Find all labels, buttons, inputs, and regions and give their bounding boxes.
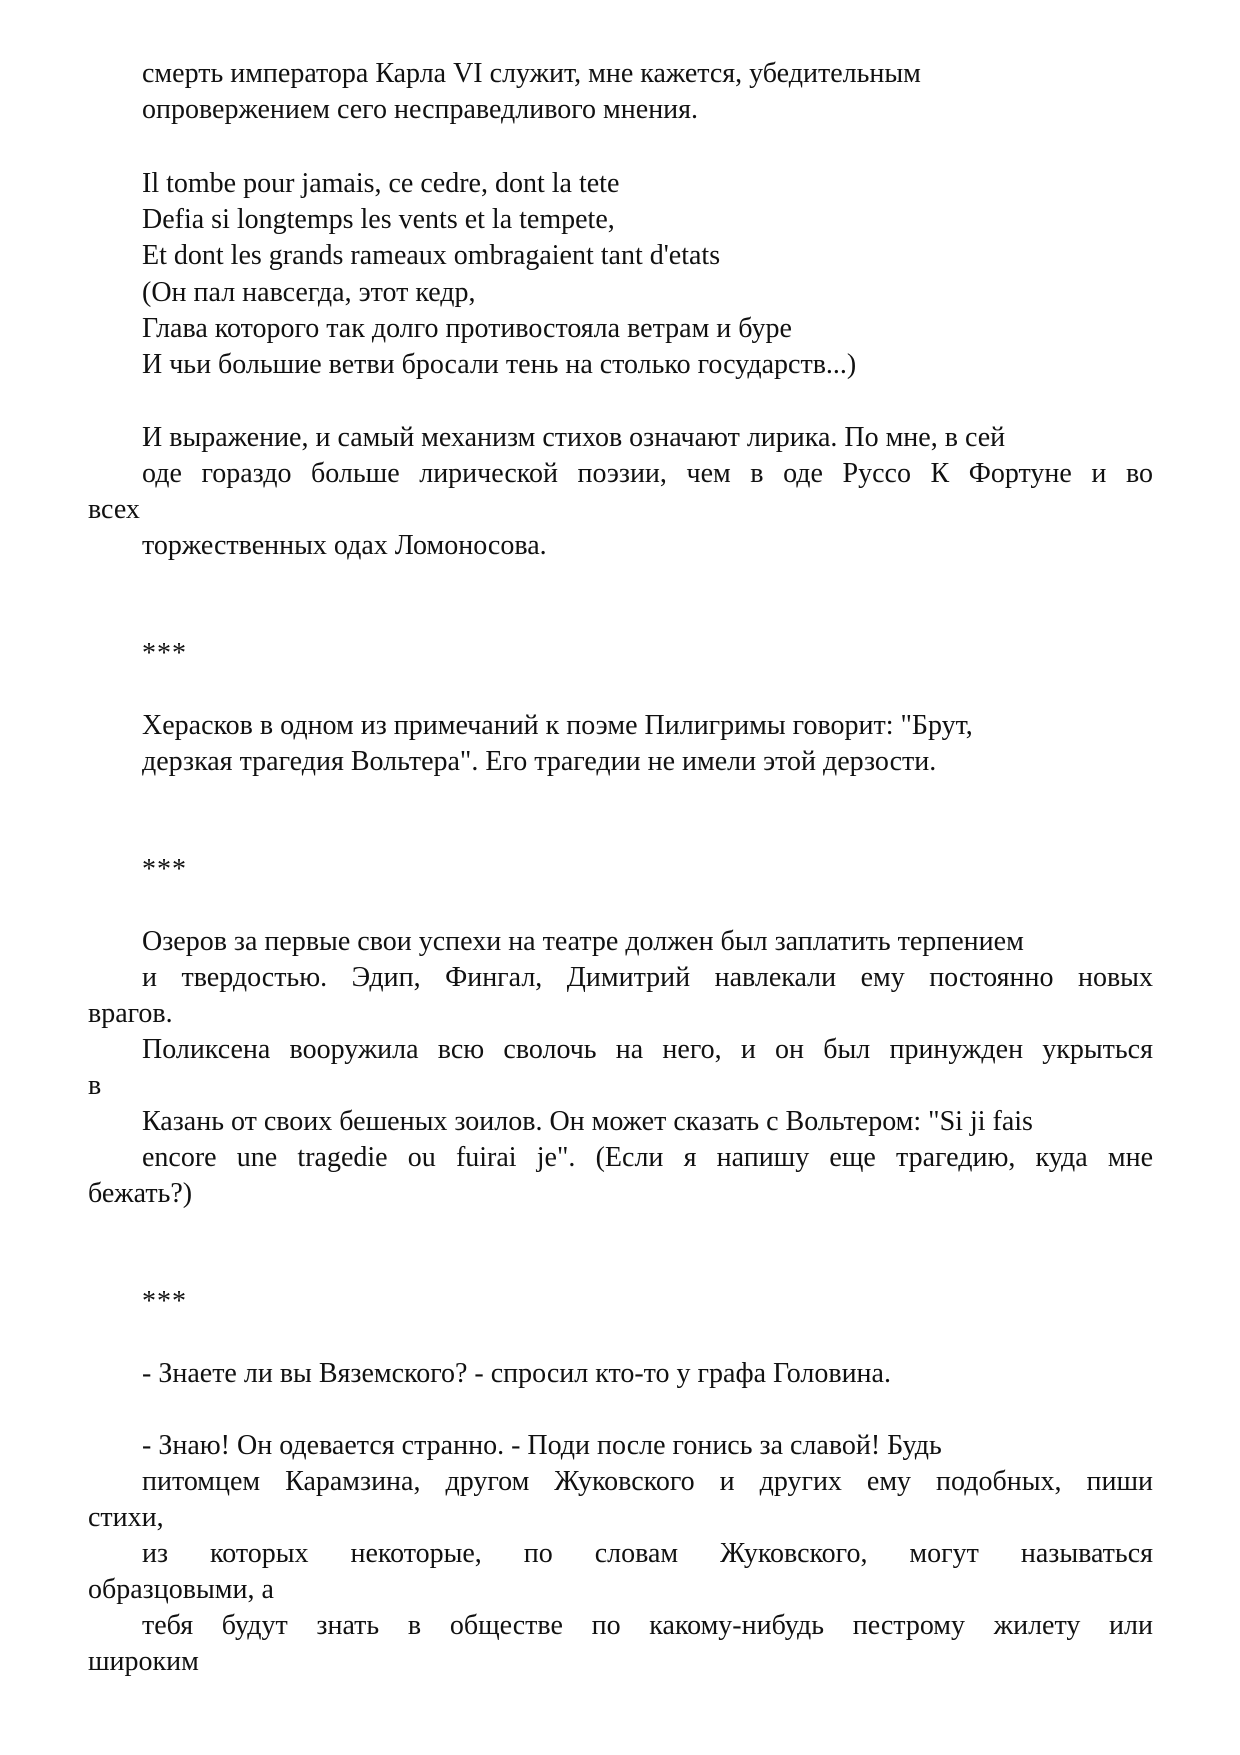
text-line: Херасков в одном из примечаний к поэме Пилигримы говорит: "Брут, <box>142 710 973 741</box>
text-line: И выражение, и самый механизм стихов означают лирика. По мне, в сей <box>142 422 1006 453</box>
section-separator: *** <box>142 1286 187 1317</box>
text-line: Казань от своих бешеных зоилов. Он может сказать с Вольтером: "Si ji fais <box>142 1106 1033 1137</box>
dialogue-line: - Знаете ли вы Вяземского? - спросил кто-то у графа Головина. <box>142 1358 891 1389</box>
text-line: из которых некоторые, по словам Жуковского, могут называться <box>142 1538 1153 1569</box>
text-line: дерзкая трагедия Вольтера". Его трагедии не имели этой дерзости. <box>142 746 937 777</box>
poem-line: Et dont les grands rameaux ombragaient tant d'etats <box>142 240 721 271</box>
text-line: encore une tragedie ou fuirai je". (Если я напишу еще трагедию, куда мне <box>142 1142 1153 1173</box>
section-separator: *** <box>142 854 187 885</box>
text-line: образцовыми, а <box>88 1574 274 1605</box>
text-line: всех <box>88 494 140 525</box>
poem-line: И чьи большие ветви бросали тень на столько государств...) <box>142 349 857 380</box>
text-line: торжественных одах Ломоносова. <box>142 530 547 561</box>
text-line: в <box>88 1070 102 1101</box>
text-line: Озеров за первые свои успехи на театре должен был заплатить терпением <box>142 926 1024 957</box>
text-line: оде гораздо больше лирической поэзии, чем в оде Руссо К Фортуне и во <box>142 458 1153 489</box>
text-line: Поликсена вооружила всю сволочь на него, и он был принужден укрыться <box>142 1034 1153 1065</box>
text-line: стихи, <box>88 1502 164 1533</box>
poem-line: Глава которого так долго противостояла ветрам и буре <box>142 313 792 344</box>
poem-line: Il tombe pour jamais, ce cedre, dont la tete <box>142 168 620 199</box>
text-line: смерть императора Карла VI служит, мне кажется, убедительным <box>142 58 921 89</box>
section-separator: *** <box>142 638 187 669</box>
poem-line: (Он пал навсегда, этот кедр, <box>142 277 476 308</box>
poem-line: Defia si longtemps les vents et la tempete, <box>142 204 615 235</box>
text-line: опровержением сего несправедливого мнения. <box>142 94 699 125</box>
text-line: тебя будут знать в обществе по какому-нибудь пестрому жилету или <box>142 1610 1153 1641</box>
text-line: бежать?) <box>88 1178 193 1209</box>
text-line: питомцем Карамзина, другом Жуковского и других ему подобных, пиши <box>142 1466 1153 1497</box>
text-line: и твердостью. Эдип, Фингал, Димитрий навлекали ему постоянно новых <box>142 962 1153 993</box>
text-line: врагов. <box>88 998 173 1029</box>
text-line: широким <box>88 1646 199 1677</box>
text-line: - Знаю! Он одевается странно. - Поди после гонись за славой! Будь <box>142 1430 942 1461</box>
